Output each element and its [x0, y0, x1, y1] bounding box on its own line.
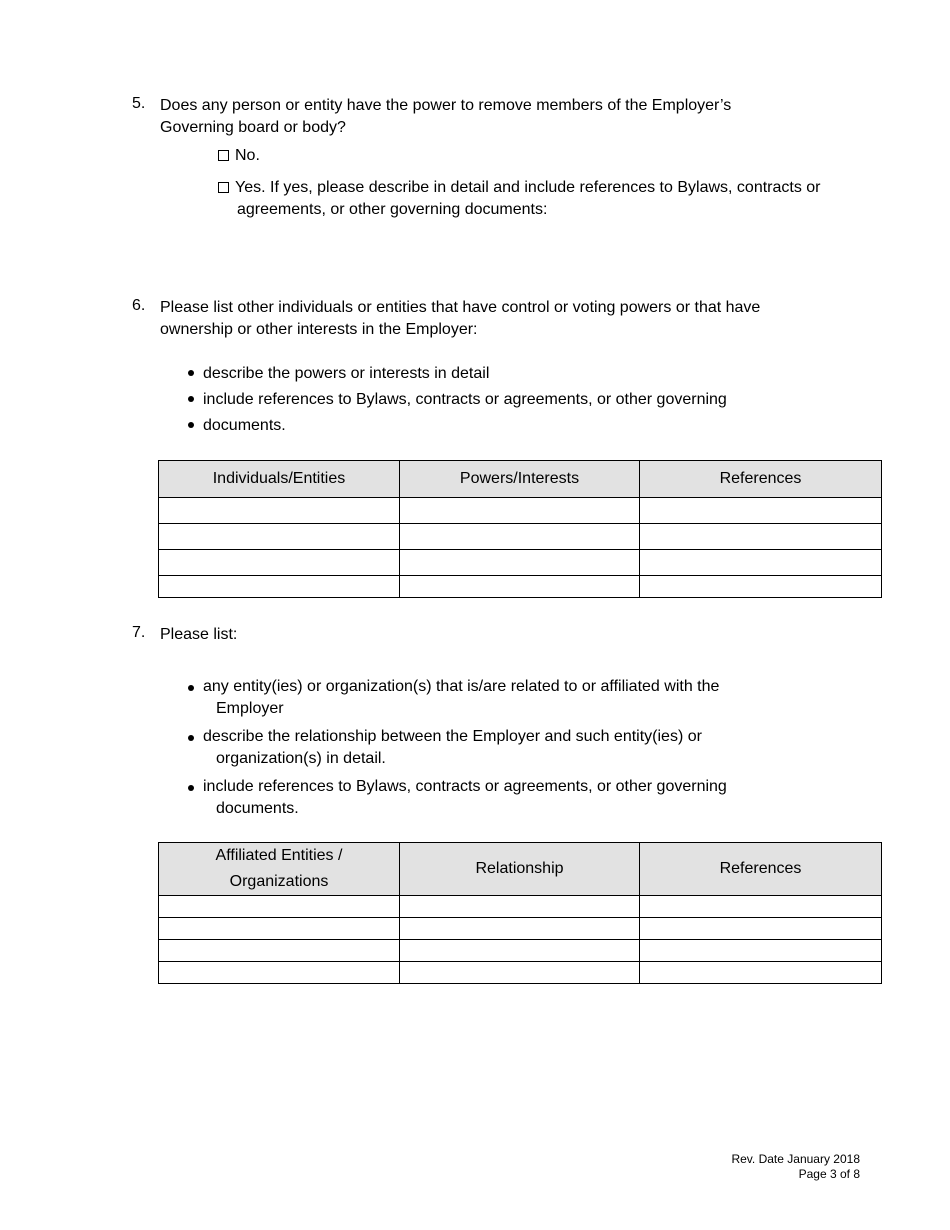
list-item-line1: describe the relationship between the Employer and such entity(ies) or — [203, 728, 702, 745]
table-row — [159, 550, 882, 576]
table-cell[interactable] — [159, 576, 400, 598]
list-item — [188, 676, 838, 720]
table-header-row — [159, 461, 882, 498]
table-cell[interactable] — [159, 498, 400, 524]
question-7-text: Please list: — [160, 626, 238, 643]
table-cell[interactable] — [640, 524, 882, 550]
table-row — [159, 524, 882, 550]
affiliated-entities-table — [158, 842, 882, 984]
header-powers-interests: Powers/Interests — [400, 461, 640, 498]
option-no-label: No. — [235, 147, 260, 164]
table-cell[interactable] — [400, 524, 640, 550]
question-6-text — [160, 297, 860, 341]
list-item-line1: any entity(ies) or organization(s) that is/are related to or affiliated with the — [203, 678, 720, 695]
question-7-number: 7. — [132, 624, 146, 641]
table-row — [159, 576, 882, 598]
table-row — [159, 962, 882, 984]
question-5-line2: Governing board or body? — [160, 119, 346, 136]
question-5-text — [160, 95, 860, 139]
list-item-continuation — [188, 413, 838, 439]
table-row — [159, 498, 882, 524]
table-row — [159, 896, 882, 918]
table-cell[interactable] — [400, 550, 640, 576]
table-row — [159, 918, 882, 940]
list-item-line2: documents. — [216, 800, 299, 817]
table-cell[interactable] — [640, 498, 882, 524]
table-cell[interactable] — [400, 962, 640, 984]
list-item: describe the powers or interests in detail — [188, 361, 838, 387]
table-cell[interactable] — [640, 576, 882, 598]
question-5-number: 5. — [132, 95, 146, 112]
table-cell[interactable] — [159, 896, 400, 918]
list-item — [188, 776, 838, 820]
header-references: References — [640, 843, 882, 896]
list-item: include references to Bylaws, contracts or agreements, or other governing — [188, 387, 838, 413]
list-item-line2: organization(s) in detail. — [216, 750, 386, 767]
option-yes-label-line2: agreements, or other governing documents: — [237, 201, 548, 218]
header-references: References — [640, 461, 882, 498]
table-cell[interactable] — [400, 918, 640, 940]
q5-option-yes[interactable] — [218, 177, 868, 221]
table-cell[interactable] — [400, 576, 640, 598]
table-cell[interactable] — [400, 498, 640, 524]
table-cell[interactable] — [159, 940, 400, 962]
list-item-continuation-text: documents. — [203, 417, 286, 434]
question-6-line1: Please list other individuals or entities that have control or voting powers or that have — [160, 299, 761, 316]
page-footer — [731, 1152, 860, 1182]
table-cell[interactable] — [640, 940, 882, 962]
table-cell[interactable] — [159, 918, 400, 940]
table-cell[interactable] — [400, 896, 640, 918]
question-6-bullets — [188, 361, 838, 439]
question-6-number: 6. — [132, 297, 146, 314]
table-row — [159, 940, 882, 962]
table-cell[interactable] — [640, 896, 882, 918]
question-6-line2: ownership or other interests in the Employer: — [160, 321, 478, 338]
checkbox-no[interactable] — [218, 150, 229, 161]
table-cell[interactable] — [159, 550, 400, 576]
table-cell[interactable] — [640, 550, 882, 576]
table-cell[interactable] — [159, 524, 400, 550]
header-affiliated-line1: Affiliated Entities / — [215, 847, 343, 864]
list-item — [188, 726, 838, 770]
list-item-line2: Employer — [216, 700, 284, 717]
revision-date: Rev. Date January 2018 — [731, 1152, 860, 1166]
question-5-line1: Does any person or entity have the power to remove members of the Employer’s — [160, 97, 732, 114]
table-header-row — [159, 843, 882, 896]
table-cell[interactable] — [640, 962, 882, 984]
table-cell[interactable] — [640, 918, 882, 940]
page-number: Page 3 of 8 — [798, 1167, 860, 1181]
header-affiliated-entities — [159, 843, 400, 896]
header-relationship: Relationship — [400, 843, 640, 896]
individuals-entities-table — [158, 460, 882, 598]
header-affiliated-line2: Organizations — [229, 873, 329, 890]
q5-option-no[interactable] — [218, 145, 868, 167]
header-individuals-entities: Individuals/Entities — [159, 461, 400, 498]
option-yes-label-line1: Yes. If yes, please describe in detail and include references to Bylaws, contracts or — [235, 179, 821, 196]
question-7-bullets — [188, 676, 838, 826]
table-cell[interactable] — [159, 962, 400, 984]
list-item-line1: include references to Bylaws, contracts or agreements, or other governing — [203, 778, 727, 795]
table-cell[interactable] — [400, 940, 640, 962]
checkbox-yes[interactable] — [218, 182, 229, 193]
